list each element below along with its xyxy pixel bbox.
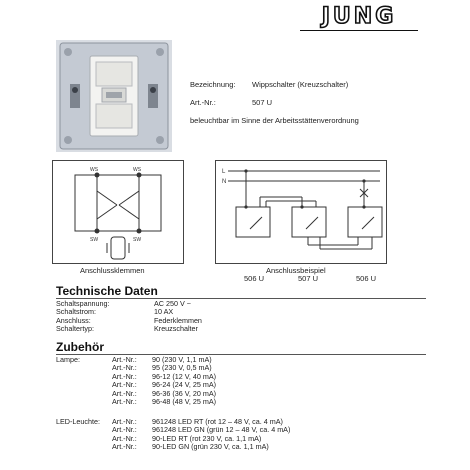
lamp-art-label: Art.-Nr.: — [112, 363, 137, 373]
led-value: 90-LED RT (rot 230 V, ca. 1,1 mA) — [152, 433, 262, 443]
lamp-value: 96-12 (12 V, 40 mA) — [152, 371, 217, 381]
lamp-label: Lampe: — [56, 355, 80, 364]
unit-label-right: 506 U — [356, 274, 377, 283]
unit-label-left: 506 U — [244, 274, 265, 283]
designation-value: Wippschalter (Kreuzschalter) — [252, 80, 349, 89]
switch-insert-image — [56, 40, 172, 152]
lamp-art-label: Art.-Nr.: — [112, 388, 137, 398]
led-art-label: Art.-Nr.: — [112, 442, 137, 452]
tech-row — [56, 308, 356, 316]
terminal-diagram — [52, 160, 184, 264]
lamp-art-label: Art.-Nr.: — [112, 396, 137, 406]
logo-underline — [300, 30, 418, 31]
tech-row-value: Federklemmen — [154, 315, 202, 325]
terminal-label-bottom-right: SW — [133, 237, 142, 243]
tech-data-list — [56, 300, 356, 334]
led-value: 961248 LED RT (rot 12 – 48 V, ca. 4 mA) — [152, 417, 283, 426]
designation-label: Bezeichnung: — [190, 80, 236, 89]
tech-row — [56, 300, 356, 308]
lamp-value: 96-36 (36 V, 20 mA) — [152, 388, 217, 398]
tech-row-label: Anschluss: — [56, 315, 91, 325]
led-art-label: Art.-Nr.: — [112, 417, 137, 426]
tech-row — [56, 317, 356, 325]
lamp-art-label: Art.-Nr.: — [112, 380, 137, 390]
led-row — [112, 443, 452, 451]
wiring-caption: Anschlussbeispiel — [266, 266, 326, 275]
lamp-art-label: Art.-Nr.: — [112, 355, 137, 364]
wiring-diagram — [215, 160, 387, 264]
lamp-value: 90 (230 V, 1,1 mA) — [152, 355, 212, 364]
accessories-title: Zubehör — [56, 340, 104, 354]
tech-row — [56, 325, 356, 333]
lamp-value: 95 (230 V, 0,5 mA) — [152, 363, 212, 373]
article-number-label: Art.-Nr.: — [190, 98, 216, 107]
wiring-schematic — [216, 161, 386, 263]
tech-row-value: Kreuzschalter — [154, 324, 198, 334]
tech-data-rule — [56, 298, 426, 299]
article-number-value: 507 U — [252, 98, 273, 107]
led-value: 961248 LED GN (grün 12 – 48 V, ca. 4 mA) — [152, 425, 291, 435]
tech-row-value: 10 AX — [154, 307, 174, 317]
led-value: 90-LED GN (grün 230 V, ca. 1,1 mA) — [152, 442, 269, 452]
terminal-label-top-left: WS — [90, 167, 99, 173]
tech-row-label: Schaltspannung: — [56, 299, 110, 308]
tech-row-value: AC 250 V ~ — [154, 299, 191, 308]
product-info — [190, 80, 460, 125]
illumination-note: beleuchtbar im Sinne der Arbeitsstättenverordnung — [190, 116, 359, 125]
tech-row-label: Schaltertyp: — [56, 324, 94, 334]
led-art-label: Art.-Nr.: — [112, 425, 137, 435]
lamp-value: 96-24 (24 V, 25 mA) — [152, 380, 217, 390]
unit-label-middle: 507 U — [298, 274, 319, 283]
lamp-row — [112, 398, 432, 406]
line-label-l: L — [222, 169, 226, 175]
terminal-label-bottom-left: SW — [90, 237, 99, 243]
tech-row-label: Schaltstrom: — [56, 307, 96, 317]
product-photo — [56, 40, 172, 152]
led-label: LED-Leuchte: — [56, 417, 100, 426]
terminal-label-top-right: WS — [133, 167, 142, 173]
led-art-label: Art.-Nr.: — [112, 433, 137, 443]
jung-logo: JUNG — [321, 4, 397, 29]
line-label-n: N — [222, 179, 227, 185]
terminal-schematic — [53, 161, 183, 263]
lamp-value: 96-48 (48 V, 25 mA) — [152, 396, 217, 406]
tech-data-title: Technische Daten — [56, 284, 158, 298]
terminal-caption: Anschlussklemmen — [80, 266, 145, 275]
lamp-art-label: Art.-Nr.: — [112, 371, 137, 381]
